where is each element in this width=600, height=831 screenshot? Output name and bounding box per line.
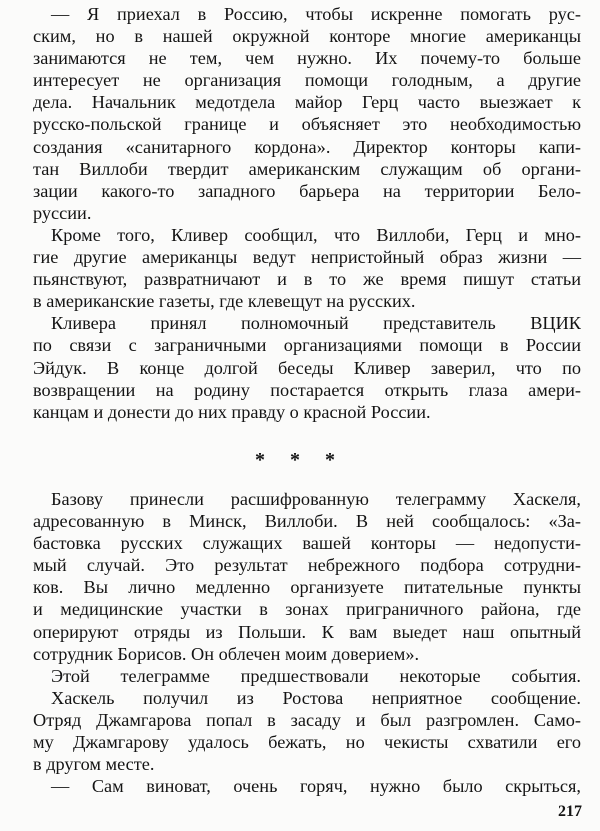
text-line: в другом месте. — [33, 754, 155, 775]
text-line: сотрудник Борисов. Он облечен моим доверием». — [33, 643, 420, 664]
text-line: ков. Вы лично медленно организуете питательные пункты — [33, 577, 581, 598]
text-block-top — [33, 3, 581, 423]
text-line: возвращении на родину постарается открыть глаза амери- — [33, 379, 581, 400]
text-line: бастовка русских служащих вашей конторы — недопусти- — [33, 533, 581, 554]
text-line: занимаются не тем, чем нужно. Их почему-то больше — [33, 48, 581, 69]
text-line: руссии. — [33, 202, 92, 223]
text-line: создания «санитарного кордона». Директор конторы капи- — [33, 136, 581, 157]
text-line: оперируют отряды из Польши. К вам выедет наш опытный — [33, 621, 581, 642]
text-line: интересует не организация помощи голодным, а другие — [33, 70, 581, 91]
text-line: канцам и донести до них правду о красной России. — [33, 401, 431, 422]
text-line: адресованную в Минск, Виллоби. В ней сообщалось: «За- — [33, 511, 581, 532]
text-line: русско-польской границе и объясняет это необходимостью — [33, 114, 581, 135]
text-line: Хаскель получил из Ростова неприятное сообщение. — [51, 687, 581, 708]
text-line: дела. Начальник медотдела майор Герц часто выезжает к — [33, 92, 581, 113]
text-line: му Джамгарову удалось бежать, но чекисты схватили его — [33, 732, 581, 753]
text-line: мый случай. Это результат небрежного подбора сотрудни- — [33, 555, 581, 576]
text-line: и медицинские участки в зонах приграничного района, где — [33, 599, 581, 620]
text-line: пьянствуют, развратничают и в то же время пишут статьи — [33, 269, 581, 290]
section-separator: * * * — [255, 449, 345, 471]
text-line: по связи с заграничными организациями помощи в России — [33, 335, 581, 356]
text-line: — Я приехал в Россию, чтобы искренне помогать рус- — [51, 4, 581, 24]
text-line: ским, но в нашей окружной конторе многие американцы — [33, 26, 581, 47]
text-line: в американские газеты, где клевещут на русских. — [33, 291, 416, 312]
text-line: Отряд Джамгарова попал в засаду и был разгромлен. Само- — [33, 709, 581, 730]
text-line: зации какого-то западного барьера на территории Бело- — [33, 180, 581, 201]
page-number: 217 — [558, 803, 582, 820]
text-line: Базову принесли расшифрованную телеграмму Хаскеля, — [51, 489, 581, 509]
text-line: Кливера принял полномочный представитель ВЦИК — [51, 313, 581, 334]
text-line: Эйдук. В конце долгой беседы Кливер заверил, что по — [33, 357, 581, 378]
text-block-bottom — [33, 488, 581, 797]
text-line: Этой телеграмме предшествовали некоторые события. — [51, 665, 581, 686]
text-line: Кроме того, Кливер сообщил, что Виллоби, Герц и мно- — [51, 224, 581, 245]
text-line: гие другие американцы ведут непристойный образ жизни — — [33, 247, 581, 268]
text-line: тан Виллоби твердит американским служащим об органи- — [33, 158, 581, 179]
text-line: — Сам виноват, очень горяч, нужно было скрыться, — [51, 776, 581, 797]
